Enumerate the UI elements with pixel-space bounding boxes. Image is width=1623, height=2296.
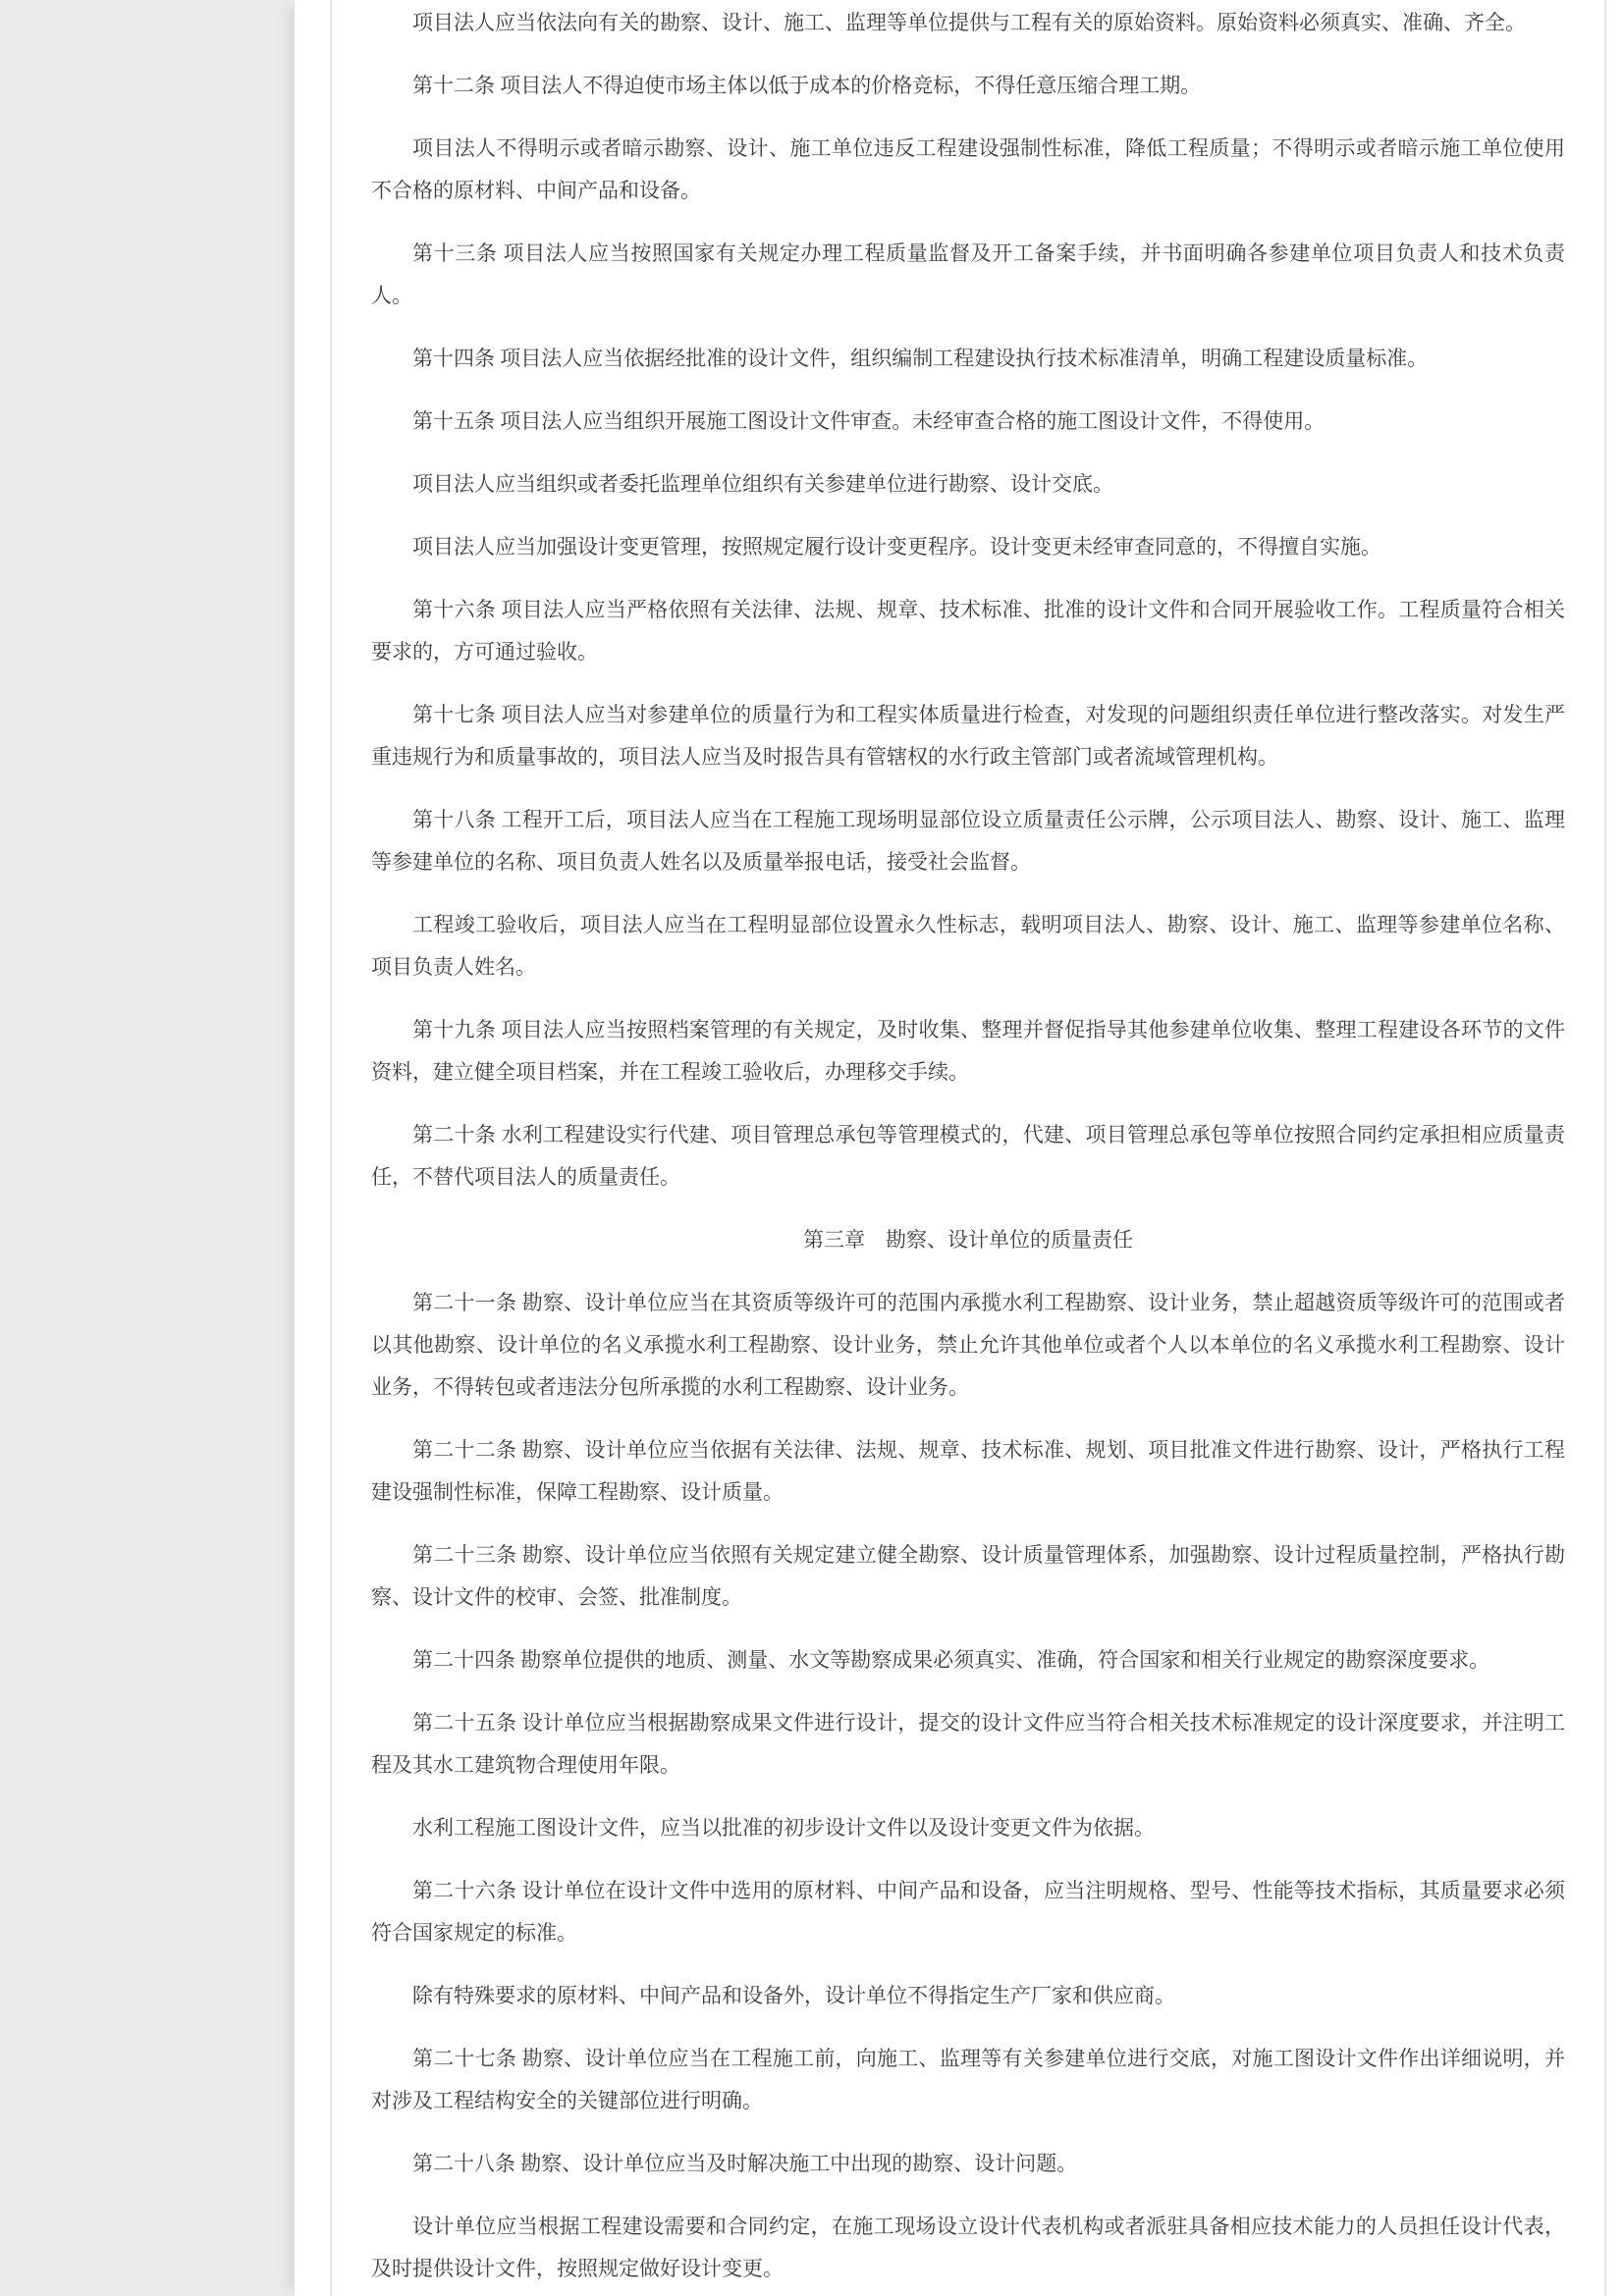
article-paragraph: 第十七条 项目法人应当对参建单位的质量行为和工程实体质量进行检查，对发现的问题组织责任单位进行整改落实。对发生严重违规行为和质量事故的，项目法人应当及时报告具有管辖权的水行政主管部门或者流域管理机构。 — [371, 703, 1565, 769]
article-paragraph: 第十八条 工程开工后，项目法人应当在工程施工现场明显部位设立质量责任公示牌，公示项目法人、勘察、设计、施工、监理等参建单位的名称、项目负责人姓名以及质量举报电话，接受社会监督。 — [371, 808, 1565, 874]
article-paragraph: 第二十一条 勘察、设计单位应当在其资质等级许可的范围内承揽水利工程勘察、设计业务，禁止超越资质等级许可的范围或者以其他勘察、设计单位的名义承揽水利工程勘察、设计业务，禁止允许其他单位或者个人以本单位的名义承揽水利工程勘察、设计业务，不得转包或者违法分包所承揽的水利工程勘察、设计业务。 — [371, 1291, 1565, 1399]
article-paragraph: 第二十三条 勘察、设计单位应当依照有关规定建立健全勘察、设计质量管理体系，加强勘察、设计过程质量控制，严格执行勘察、设计文件的校审、会签、批准制度。 — [371, 1543, 1565, 1609]
article-paragraph: 第二十四条 勘察单位提供的地质、测量、水文等勘察成果必须真实、准确，符合国家和相关行业规定的勘察深度要求。 — [412, 1648, 1490, 1672]
article-paragraph: 第十五条 项目法人应当组织开展施工图设计文件审查。未经审查合格的施工图设计文件，不得使用。 — [412, 409, 1325, 433]
article-paragraph: 第十二条 项目法人不得迫使市场主体以低于成本的价格竞标，不得任意压缩合理工期。 — [412, 74, 1202, 97]
article-paragraph: 第二十条 水利工程建设实行代建、项目管理总承包等管理模式的，代建、项目管理总承包等单位按照合同约定承担相应质量责任，不替代项目法人的质量责任。 — [371, 1123, 1565, 1189]
article-paragraph: 第二十七条 勘察、设计单位应当在工程施工前，向施工、监理等有关参建单位进行交底，对施工图设计文件作出详细说明，并对涉及工程结构安全的关键部位进行明确。 — [371, 2047, 1565, 2112]
article-body — [330, 0, 1606, 2296]
article-paragraph: 第二十六条 设计单位在设计文件中选用的原材料、中间产品和设备，应当注明规格、型号、性能等技术指标，其质量要求必须符合国家规定的标准。 — [371, 1879, 1565, 1945]
article-paragraph: 第二十二条 勘察、设计单位应当依据有关法律、法规、规章、技术标准、规划、项目批准文件进行勘察、设计，严格执行工程建设强制性标准，保障工程勘察、设计质量。 — [371, 1438, 1565, 1504]
article-paragraph: 项目法人应当加强设计变更管理，按照规定履行设计变更程序。设计变更未经审查同意的，不得擅自实施。 — [412, 535, 1381, 559]
article-paragraph: 工程竣工验收后，项目法人应当在工程明显部位设置永久性标志，载明项目法人、勘察、设计、施工、监理等参建单位名称、项目负责人姓名。 — [371, 913, 1565, 979]
article-paragraph: 第十三条 项目法人应当按照国家有关规定办理工程质量监督及开工备案手续，并书面明确各参建单位项目负责人和技术负责人。 — [371, 241, 1565, 307]
article-paragraph: 除有特殊要求的原材料、中间产品和设备外，设计单位不得指定生产厂家和供应商。 — [412, 1984, 1175, 2007]
article-paragraph: 第二十八条 勘察、设计单位应当及时解决施工中出现的勘察、设计问题。 — [412, 2152, 1078, 2175]
article-paragraph: 第二十五条 设计单位应当根据勘察成果文件进行设计，提交的设计文件应当符合相关技术标准规定的设计深度要求，并注明工程及其水工建筑物合理使用年限。 — [371, 1711, 1565, 1777]
article-paragraph: 设计单位应当根据工程建设需要和合同约定，在施工现场设立设计代表机构或者派驻具备相应技术能力的人员担任设计代表，及时提供设计文件，按照规定做好设计变更。 — [371, 2215, 1565, 2280]
article-paragraph: 项目法人应当依法向有关的勘察、设计、施工、监理等单位提供与工程有关的原始资料。原始资料必须真实、准确、齐全。 — [412, 11, 1526, 34]
document-panel — [295, 0, 1623, 2296]
article-paragraph: 项目法人不得明示或者暗示勘察、设计、施工单位违反工程建设强制性标准，降低工程质量；不得明示或者暗示施工单位使用不合格的原材料、中间产品和设备。 — [371, 136, 1565, 202]
chapter-heading: 第三章 勘察、设计单位的质量责任 — [803, 1228, 1133, 1252]
article-paragraph: 水利工程施工图设计文件，应当以批准的初步设计文件以及设计变更文件为依据。 — [412, 1816, 1155, 1840]
article-paragraph: 第十九条 项目法人应当按照档案管理的有关规定，及时收集、整理并督促指导其他参建单位收集、整理工程建设各环节的文件资料，建立健全项目档案，并在工程竣工验收后，办理移交手续。 — [371, 1018, 1565, 1084]
article-paragraph: 项目法人应当组织或者委托监理单位组织有关参建单位进行勘察、设计交底。 — [412, 472, 1113, 496]
article-paragraph: 第十六条 项目法人应当严格依照有关法律、法规、规章、技术标准、批准的设计文件和合同开展验收工作。工程质量符合相关要求的，方可通过验收。 — [371, 598, 1565, 664]
article-paragraph: 第十四条 项目法人应当依据经批准的设计文件，组织编制工程建设执行技术标准清单，明确工程建设质量标准。 — [412, 347, 1429, 370]
